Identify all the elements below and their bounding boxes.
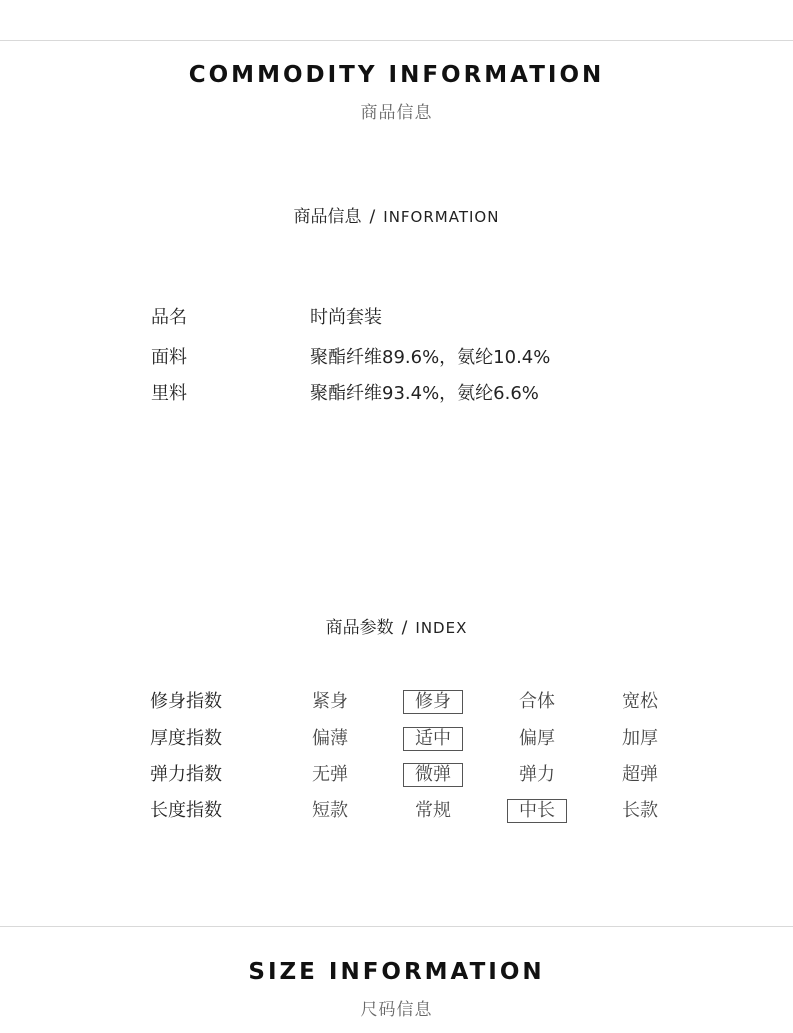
index-option-selected: 修身 xyxy=(403,690,463,714)
bottom-divider xyxy=(0,926,793,927)
index-label: 长度指数 xyxy=(150,800,222,821)
index-option: 合体 xyxy=(519,691,555,712)
index-row-length xyxy=(150,799,670,825)
info-label: 面料 xyxy=(151,347,187,368)
index-row-thickness xyxy=(150,727,670,753)
info-label: 里料 xyxy=(151,383,187,404)
commodity-info-subtitle: 商品信息 xyxy=(360,103,433,123)
index-option-selected: 适中 xyxy=(403,727,463,751)
top-divider xyxy=(0,40,793,41)
info-heading-separator: / xyxy=(369,207,376,227)
index-option-selected: 微弹 xyxy=(403,763,463,787)
index-option: 紧身 xyxy=(312,691,348,712)
commodity-info-title: COMMODITY INFORMATION xyxy=(188,62,605,88)
index-option: 无弹 xyxy=(312,764,348,785)
index-option: 弹力 xyxy=(519,764,555,785)
index-option: 短款 xyxy=(312,800,348,821)
info-section-heading xyxy=(0,202,793,227)
index-row-elasticity xyxy=(150,763,670,789)
info-heading-en: INFORMATION xyxy=(383,208,500,226)
index-label: 厚度指数 xyxy=(150,728,222,749)
index-label: 修身指数 xyxy=(150,691,222,712)
size-info-subtitle: 尺码信息 xyxy=(360,1000,433,1020)
index-heading-cn: 商品参数 xyxy=(325,618,394,638)
index-option: 常规 xyxy=(415,800,451,821)
index-option: 加厚 xyxy=(622,728,658,749)
index-option: 超弹 xyxy=(622,764,658,785)
index-heading-separator: / xyxy=(401,618,408,638)
index-label: 弹力指数 xyxy=(150,764,222,785)
index-section-heading xyxy=(0,613,793,638)
info-label: 品名 xyxy=(151,307,187,328)
info-heading-cn: 商品信息 xyxy=(293,207,362,227)
index-option: 宽松 xyxy=(622,691,658,712)
size-info-title: SIZE INFORMATION xyxy=(248,959,545,985)
index-heading-en: INDEX xyxy=(415,619,468,637)
info-value: 聚酯纤维89.6%，氨纶10.4% xyxy=(310,347,551,368)
info-value: 聚酯纤维93.4%，氨纶6.6% xyxy=(310,383,539,404)
index-option-selected: 中长 xyxy=(507,799,567,823)
index-option: 偏薄 xyxy=(312,728,348,749)
info-value: 时尚套装 xyxy=(310,307,382,328)
index-option: 长款 xyxy=(622,800,658,821)
index-row-fit xyxy=(150,690,670,716)
index-option: 偏厚 xyxy=(519,728,555,749)
